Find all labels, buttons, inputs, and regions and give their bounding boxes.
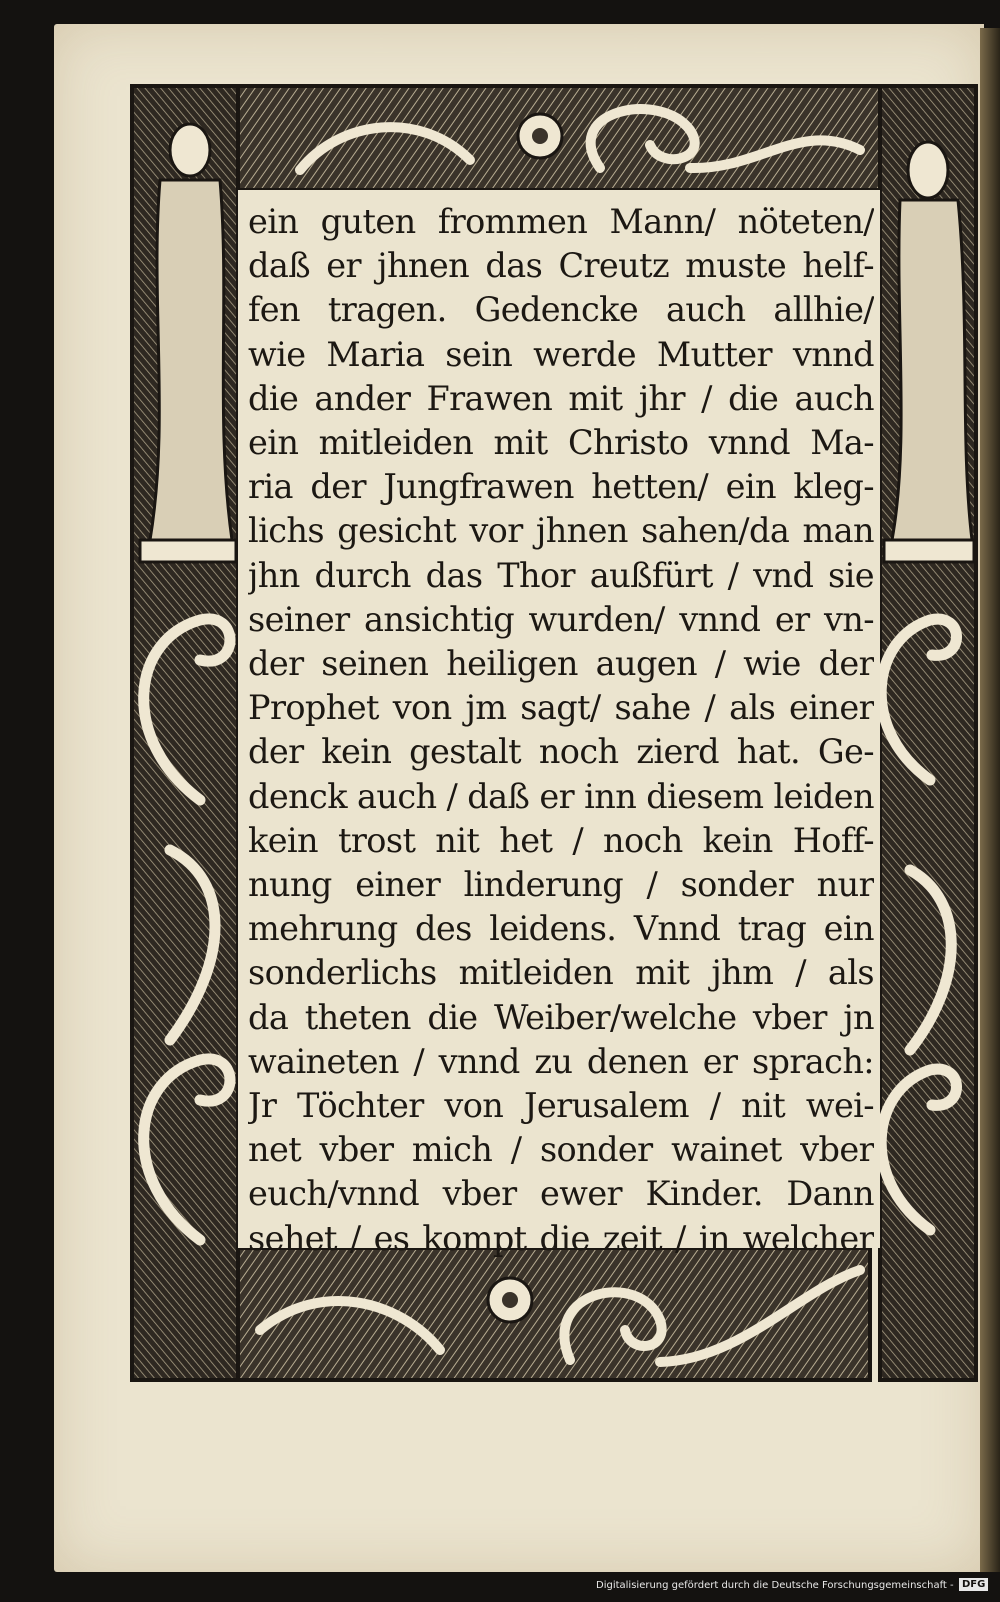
text-line: der seinen heiligen augen / wie der xyxy=(248,644,874,684)
text-line: jhn durch das Thor außfürt / vnd sie xyxy=(248,555,874,595)
text-line: sehet / es kompt die zeit / in welcher xyxy=(248,1218,874,1258)
text-line: seiner ansichtig wurden/ vnnd er vn- xyxy=(248,599,874,639)
text-line: die ander Frawen mit jhr / die auch xyxy=(248,378,874,418)
text-line: lichs gesicht vor jhnen sahen/da man xyxy=(248,511,874,551)
text-line: euch/vnnd vber ewer Kinder. Dann xyxy=(248,1174,874,1214)
text-line: Jr Töchter von Jerusalem / nit wei- xyxy=(248,1086,874,1126)
text-line: Prophet von jm sagt/ sahe / als einer xyxy=(248,688,874,728)
text-line: der kein gestalt noch zierd hat. Ge- xyxy=(248,732,874,772)
page-text xyxy=(248,200,874,1262)
text-line: ein mitleiden mit Christo vnnd Ma- xyxy=(248,423,874,463)
text-line: ein guten frommen Mann/ nöteten/ xyxy=(248,202,874,241)
text-line: net vber mich / sonder wainet vber xyxy=(248,1130,874,1170)
digitization-credit: Digitalisierung gefördert durch die Deutsche Forschungsgemeinschaft - xyxy=(596,1580,954,1591)
text-line: kein trost nit het / noch kein Hoff- xyxy=(248,820,874,860)
text-line: fen tragen. Gedencke auch allhie/ xyxy=(248,290,874,330)
dfg-logo: DFG xyxy=(959,1578,988,1591)
text-line: waineten / vnnd zu denen er sprach: xyxy=(248,1041,874,1081)
text-line: wie Maria sein werde Mutter vnnd xyxy=(248,334,874,374)
text-line: ria der Jungfrawen hetten/ ein kleg- xyxy=(248,467,874,507)
text-line: daß er jhnen das Creutz muste helf- xyxy=(248,246,874,286)
text-line: denck auch / daß er inn diesem leiden xyxy=(248,776,874,816)
text-line: mehrung des leidens. Vnnd trag ein xyxy=(248,909,874,949)
text-line: da theten die Weiber/welche vber jn xyxy=(248,997,874,1037)
text-line: nung einer linderung / sonder nur xyxy=(248,865,874,905)
text-line: sonderlichs mitleiden mit jhm / als xyxy=(248,953,874,993)
